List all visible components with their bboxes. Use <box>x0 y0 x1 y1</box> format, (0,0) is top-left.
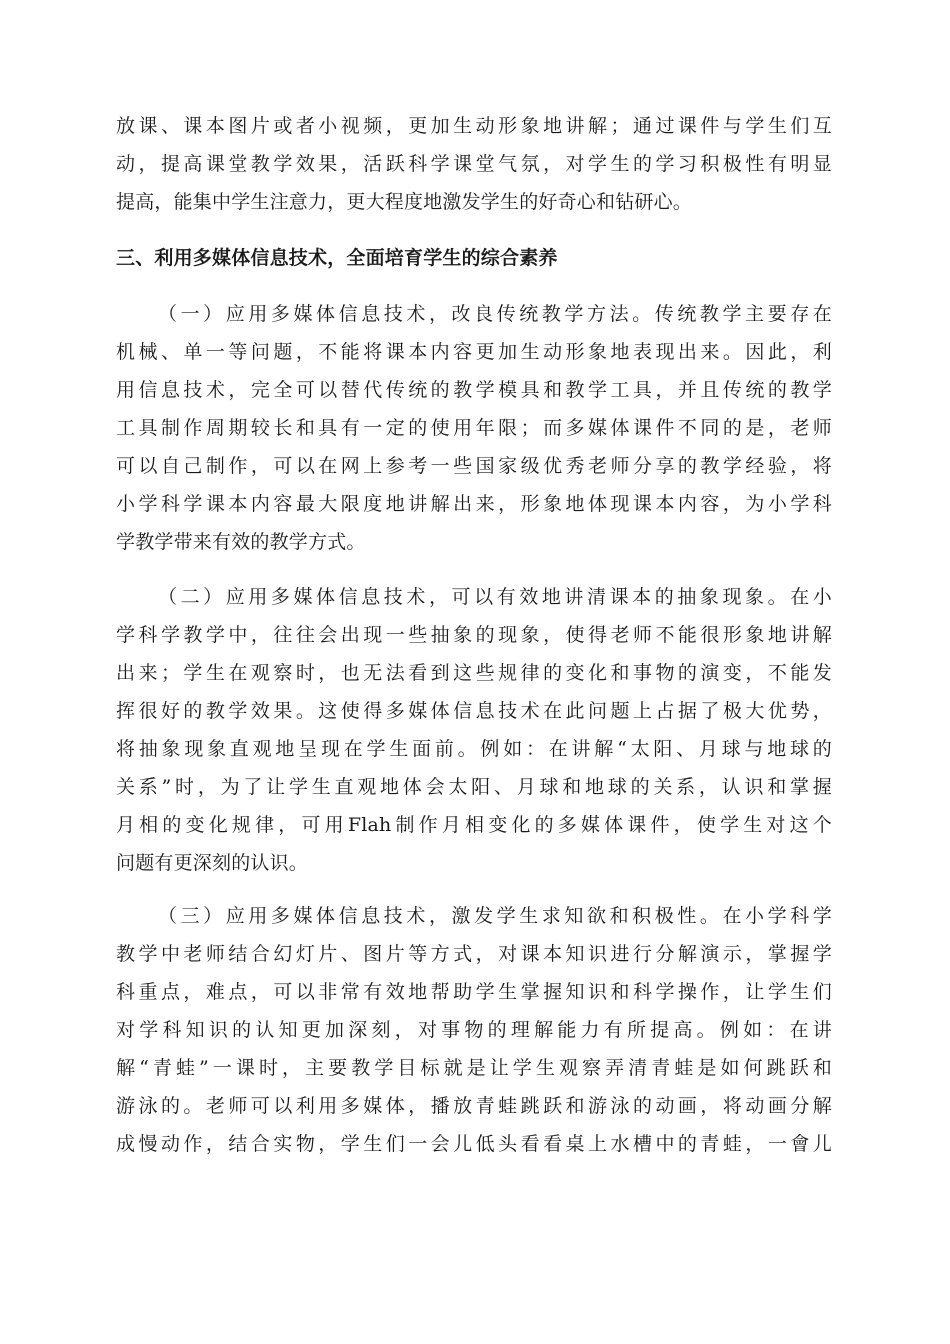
paragraph-line: 学教学带来有效的教学方式。 <box>116 531 366 553</box>
paragraph-line: 教学中老师结合幻灯片、图片等方式，对课本知识进行分解演示，掌握学 <box>116 943 832 965</box>
paragraph-line: 可以自己制作，可以在网上参考一些国家级优秀老师分享的教学经验，将 <box>116 455 832 477</box>
paragraph-line: 解“青蛙”一课时，主要教学目标就是让学生观察弄清青蛙是如何跳跃和 <box>116 1057 832 1079</box>
paragraph-line: 学科学教学中，往往会出现一些抽象的现象，使得老师不能很形象地讲解 <box>116 624 832 646</box>
paragraph-line: （三）应用多媒体信息技术，激发学生求知欲和积极性。在小学科学 <box>158 905 832 927</box>
paragraph-line: 月相的变化规律，可用Flah制作月相变化的多媒体课件，使学生对这个 <box>116 814 832 836</box>
paragraph-1 <box>116 295 832 561</box>
paragraph-line: 成慢动作，结合实物，学生们一会儿低头看看桌上水槽中的青蛙，一會儿 <box>116 1133 832 1155</box>
paragraph-line: 动，提高课堂教学效果，活跃科学课堂气氛，对学生的学习积极性有明显 <box>116 153 832 175</box>
paragraph-line: 问题有更深刻的认识。 <box>116 852 309 874</box>
paragraph-line: 机械、单一等问题，不能将课本内容更加生动形象地表现出来。因此，利 <box>116 341 832 363</box>
paragraph-2 <box>116 578 832 882</box>
paragraph-line: 游泳的。老师可以利用多媒体，播放青蛙跳跃和游泳的动画，将动画分解 <box>116 1095 832 1117</box>
paragraph-line: 关系”时，为了让学生直观地体会太阳、月球和地球的关系，认识和掌握 <box>116 776 832 798</box>
paragraph-line: 出来；学生在观察时，也无法看到这些规律的变化和事物的演变，不能发 <box>116 662 832 684</box>
paragraph-3 <box>116 897 832 1163</box>
paragraph-line: 将抽象现象直观地呈现在学生面前。例如：在讲解“太阳、月球与地球的 <box>116 738 832 760</box>
paragraph-line: （一）应用多媒体信息技术，改良传统教学方法。传统教学主要存在 <box>158 303 832 325</box>
paragraph-line: 挥很好的教学效果。这使得多媒体信息技术在此问题上占据了极大优势， <box>116 700 832 722</box>
paragraph-line: 放课、课本图片或者小视频，更加生动形象地讲解；通过课件与学生们互 <box>116 115 832 137</box>
paragraph-line: 对学科知识的认知更加深刻，对事物的理解能力有所提高。例如：在讲 <box>116 1019 832 1041</box>
section-heading: 三、利用多媒体信息技术，全面培育学生的综合素养 <box>116 247 558 269</box>
paragraph-line: 科重点，难点，可以非常有效地帮助学生掌握知识和科学操作，让学生们 <box>116 981 832 1003</box>
paragraph-line: 用信息技术，完全可以替代传统的教学模具和教学工具，并且传统的教学 <box>116 379 832 401</box>
paragraph-line: 小学科学课本内容最大限度地讲解出来，形象地体现课本内容，为小学科 <box>116 493 832 515</box>
paragraph-line: （二）应用多媒体信息技术，可以有效地讲清课本的抽象现象。在小 <box>158 586 832 608</box>
paragraph-line: 工具制作周期较长和具有一定的使用年限；而多媒体课件不同的是，老师 <box>116 417 832 439</box>
intro-paragraph <box>116 107 832 221</box>
paragraph-line: 提高，能集中学生注意力，更大程度地激发学生的好奇心和钻研心。 <box>116 191 693 213</box>
